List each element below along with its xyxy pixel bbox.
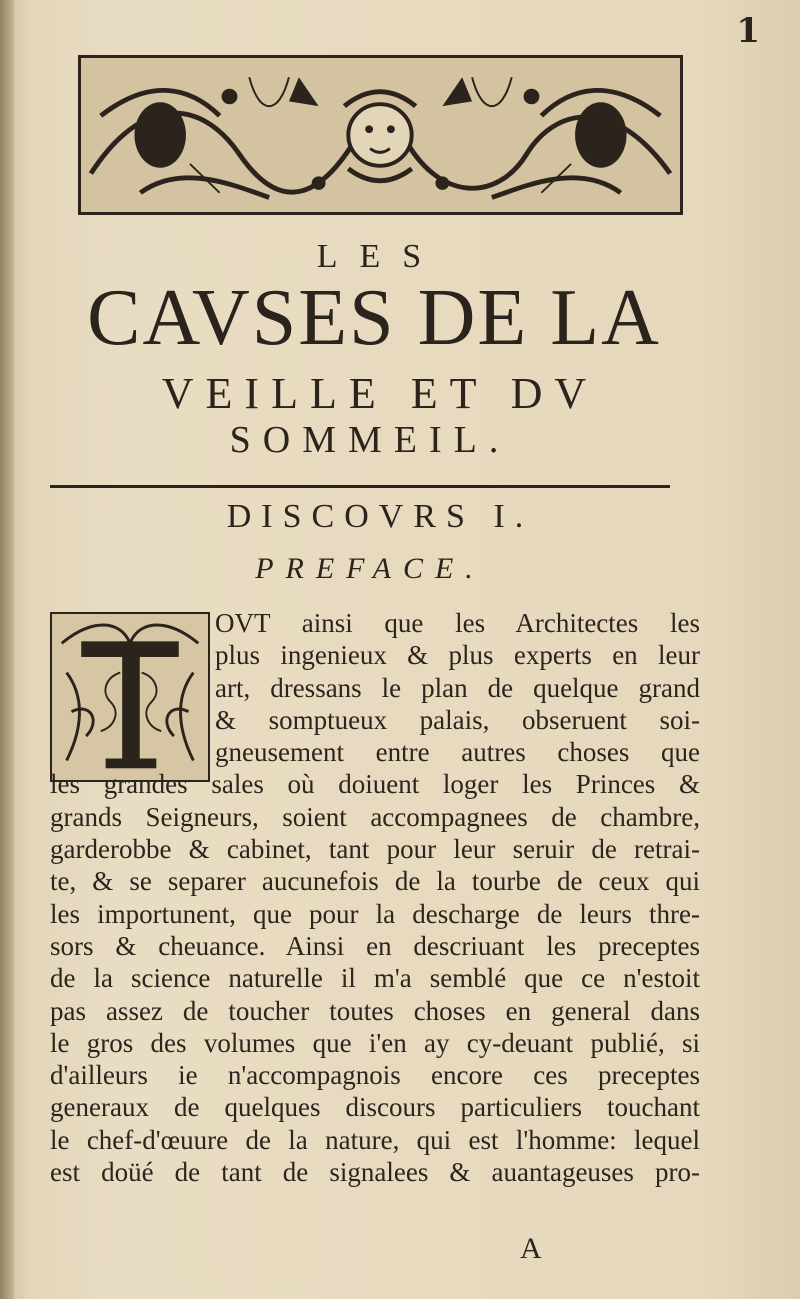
title-veille: VEILLE ET DV bbox=[161, 369, 599, 418]
text-line: art, dressans le plan de quelque grand bbox=[215, 672, 700, 703]
text-line: garderobbe & cabinet, tant pour leur seruir de retrai- bbox=[50, 834, 700, 865]
preface-body-text bbox=[50, 607, 700, 1188]
title-causes: CAVSES DE LA bbox=[87, 274, 661, 362]
page-number: 1 bbox=[736, 11, 760, 51]
text-line: le chef-d'œuure de la nature, qui est l'homme: lequel bbox=[50, 1124, 700, 1155]
horizontal-rule bbox=[50, 485, 670, 488]
title-sommeil: SOMMEIL. bbox=[229, 419, 511, 461]
text-line: te, & se separer aucunefois de la tourbe de ceux qui bbox=[50, 866, 700, 897]
text-line: sors & cheuance. Ainsi en descriuant les preceptes bbox=[50, 930, 700, 961]
text-line: de la science naturelle il m'a semblé que ce n'estoit bbox=[50, 963, 700, 994]
text-line: plus ingenieux & plus experts en leur bbox=[215, 640, 700, 671]
text-line: generaux de quelques discours particuliers touchant bbox=[50, 1092, 700, 1123]
discours-heading: DISCOVRS I. bbox=[226, 498, 534, 535]
signature-mark: A bbox=[520, 1232, 542, 1265]
text-line: & somptueux palais, obseruent soi- bbox=[215, 704, 700, 735]
text-line: le gros des volumes que i'en ay cy-deuant publié, si bbox=[50, 1027, 700, 1058]
text-line: les grandes sales où doiuent loger les Princes & bbox=[50, 769, 700, 800]
woodcut-headpiece-ornament bbox=[78, 55, 683, 215]
text-line: les importunent, que pour la descharge de leurs thre- bbox=[50, 898, 700, 929]
text-line: grands Seigneurs, soient accompagnees de chambre, bbox=[50, 801, 700, 832]
text-line: OVT ainsi que les Architectes les bbox=[215, 608, 700, 638]
foliage-ornament-icon bbox=[81, 58, 680, 212]
page-gutter bbox=[0, 0, 14, 1299]
text-line: d'ailleurs ie n'accompagnois encore ces preceptes bbox=[50, 1060, 700, 1091]
text-line: gneusement entre autres choses que bbox=[215, 737, 700, 768]
preface-heading: PREFACE. bbox=[255, 552, 485, 585]
title-les: LES bbox=[316, 238, 444, 275]
text-line: est doüé de tant de signalees & auantageuses pro- bbox=[50, 1157, 700, 1188]
text-line: pas assez de toucher toutes choses en general dans bbox=[50, 995, 700, 1026]
